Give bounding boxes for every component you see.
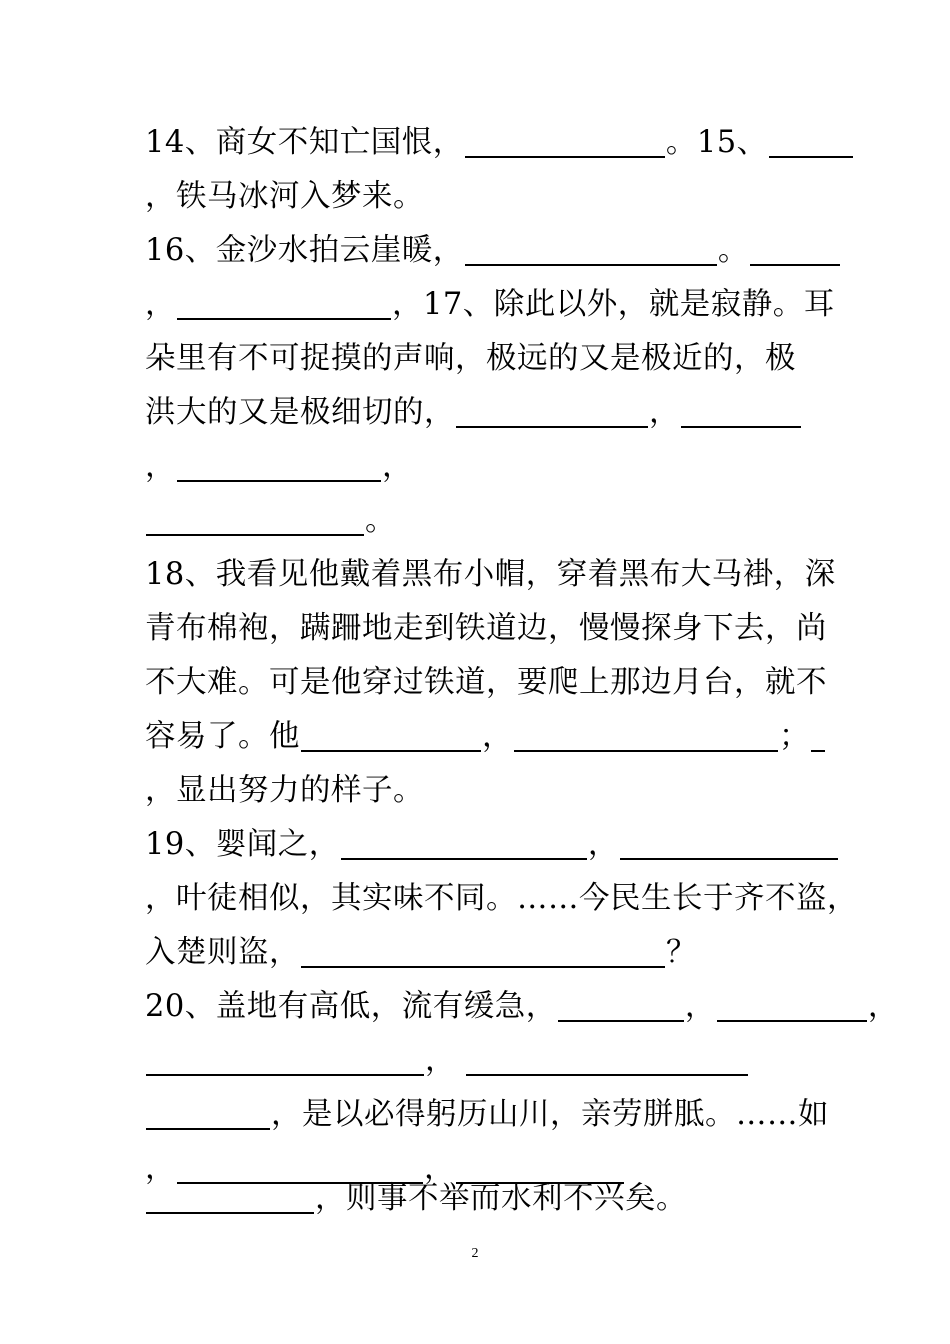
answer-blank-q20-8[interactable] (146, 1182, 314, 1214)
q20-text-3: ，是以必得躬历山川，亲劳胼胝。……如 (271, 1097, 829, 1132)
answer-blank-q16-3[interactable] (177, 288, 391, 320)
page-number: 2 (471, 1246, 479, 1261)
answer-blank-q18-1[interactable] (301, 720, 481, 752)
answer-blank-q17-2[interactable] (681, 396, 801, 428)
answer-blank-q16-1[interactable] (465, 234, 717, 266)
q15-text: ，铁马冰河入梦来。 (145, 179, 424, 214)
q17-text-2: 朵里有不可捉摸的声响，极远的又是极近的，极 (145, 341, 796, 376)
answer-blank-q20-4[interactable] (466, 1044, 748, 1076)
line-q17-5: 。 (145, 497, 396, 545)
line-q18-5 (145, 767, 424, 815)
line-q19-2 (145, 875, 858, 923)
answer-blank-q20-5[interactable] (146, 1098, 270, 1130)
answer-blank-q18-3[interactable] (811, 720, 825, 752)
answer-blank-q19-1[interactable] (341, 828, 587, 860)
answer-blank-q19-3[interactable] (301, 936, 665, 968)
answer-blank-q18-2[interactable] (514, 720, 778, 752)
answer-blank-q20-1[interactable] (558, 990, 684, 1022)
answer-blank-q17-1[interactable] (456, 396, 648, 428)
line-q19-3: 入楚则盗， ？ (145, 935, 697, 970)
q19-text-2: ，叶徒相似，其实味不同。……今民生长于齐不盗， (145, 881, 858, 916)
line-q15-tail (145, 173, 424, 221)
answer-blank-q19-2[interactable] (620, 828, 838, 860)
q19-text-3: 入楚则盗， (145, 935, 300, 970)
answer-blank-q15[interactable] (769, 126, 853, 158)
line-q17-3: 洪大的又是极细切的， ， (145, 389, 802, 437)
line-q18-3 (145, 659, 827, 707)
q18-tail: ，显出努力的样子。 (145, 773, 424, 808)
answer-blank-q16-2[interactable] (750, 234, 840, 266)
line-q20-4: ， ， (145, 1145, 625, 1193)
line-q20-5 (145, 1175, 687, 1223)
answer-blank-q14[interactable] (465, 126, 665, 158)
answer-blank-q20-2[interactable] (717, 990, 867, 1022)
line-q19-1: 19、婴闻之， ， (145, 821, 839, 869)
line-q14: 14、商女不知亡国恨， 。15、 (145, 119, 854, 167)
line-q17-2 (145, 335, 796, 383)
line-q18-4: 容易了。他 ， ； (145, 713, 826, 761)
q17-text: 17、除此以外，就是寂静。耳 (423, 287, 835, 322)
line-q17-4: ， ， (145, 449, 413, 484)
q17-text-3: 洪大的又是极细切的， (145, 395, 455, 430)
answer-blank-q20-3[interactable] (146, 1044, 424, 1076)
line-q20-1: 20、盖地有高低，流有缓急， ， ， (145, 989, 899, 1024)
q19-text-1: 19、婴闻之， (145, 827, 340, 862)
line-q16: 16、金沙水拍云崖暖， 。 (145, 227, 841, 275)
q16-text: 16、金沙水拍云崖暖， (145, 233, 464, 268)
q14-text: 14、商女不知亡国恨， (145, 125, 464, 160)
q18-text-1: 18、我看见他戴着黑布小帽，穿着黑布大马褂，深 (145, 557, 836, 592)
answer-blank-q17-3[interactable] (177, 450, 381, 482)
q18-text-2: 青布棉袍，蹒跚地走到铁道边，慢慢探身下去，尚 (145, 611, 827, 646)
line-q20-2: ， (145, 1037, 749, 1085)
q20-final-text: ，则事不举而水利不兴矣。 (315, 1181, 687, 1216)
answer-blank-q17-4[interactable] (146, 504, 364, 536)
line-q20-3 (145, 1091, 829, 1139)
q15-number: 15、 (696, 125, 768, 160)
line-q16-q17: ， ，17、除此以外，就是寂静。耳 (145, 287, 835, 322)
line-q18-2 (145, 605, 827, 653)
line-q18-1 (145, 551, 836, 599)
q18-text-4: 容易了。他 (145, 719, 300, 754)
q18-text-3: 不大难。可是他穿过铁道，要爬上那边月台，就不 (145, 665, 827, 700)
q20-text-1: 20、盖地有高低，流有缓急， (145, 989, 557, 1024)
